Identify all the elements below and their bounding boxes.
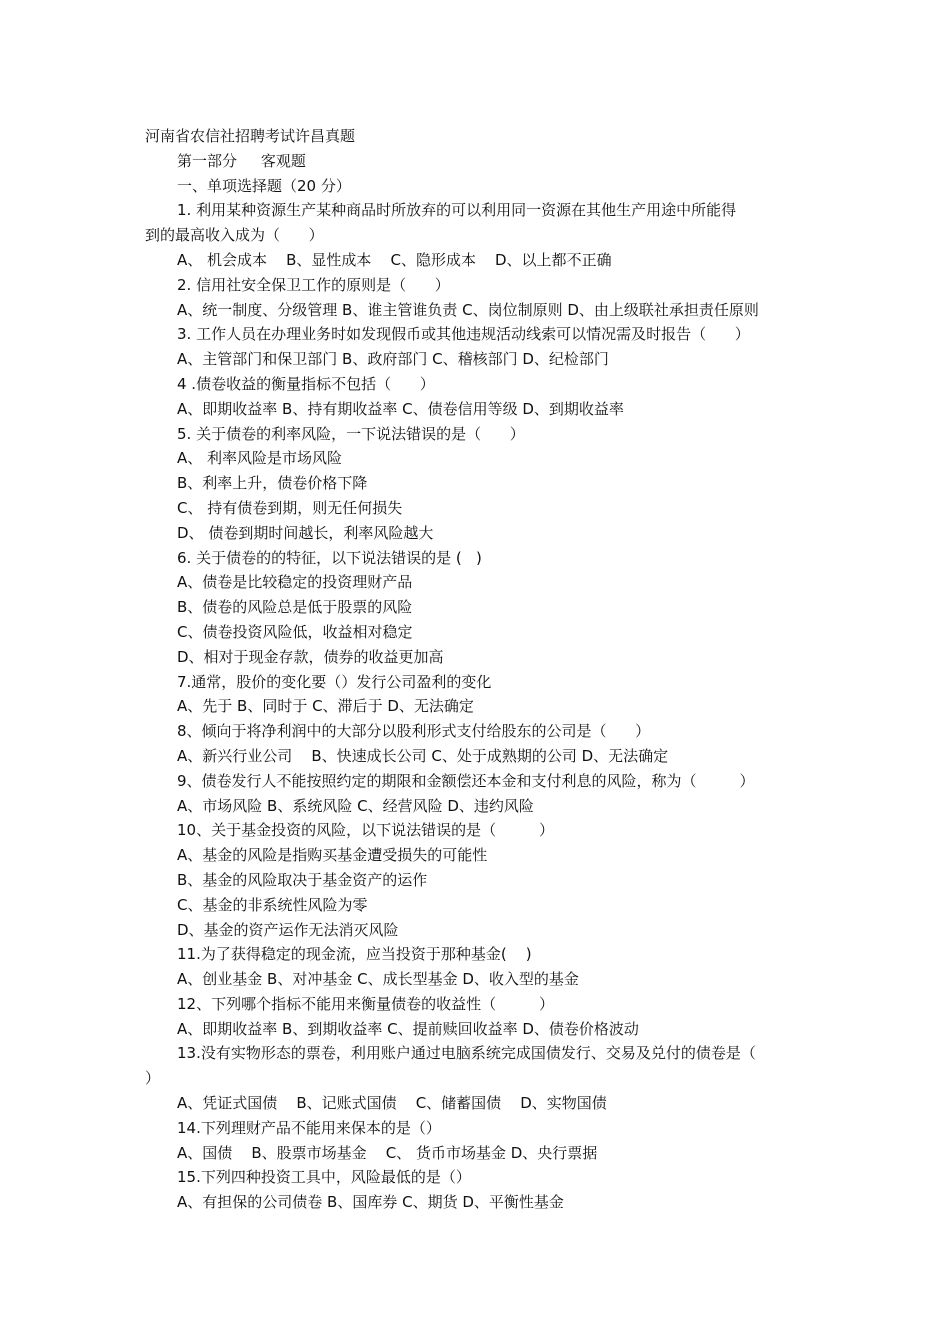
text-line: 5. 关于债卷的利率风险，一下说法错误的是（ ）: [177, 424, 525, 443]
text-line: 15.下列四种投资工具中，风险最低的是（）: [177, 1168, 471, 1187]
text-line: B、基金的风险取决于基金资产的运作: [177, 870, 428, 889]
text-line: 4 .债卷收益的衡量指标不包括（ ）: [177, 374, 435, 393]
text-line: A、即期收益率 B、持有期收益率 C、债卷信用等级 D、到期收益率: [177, 399, 624, 418]
text-line: 10、关于基金投资的风险，以下说法错误的是（ ）: [177, 821, 555, 840]
text-line: A、统一制度、分级管理 B、谁主管谁负责 C、岗位制原则 D、由上级联社承担责任原则: [177, 300, 759, 319]
document-body: [0, 124, 950, 1215]
text-line: 3. 工作人员在办理业务时如发现假币或其他违规活动线索可以情况需及时报告（ ）: [177, 325, 750, 344]
document-title: 河南省农信社招聘考试许昌真题: [145, 127, 356, 145]
text-line: 13.没有实物形态的票卷，利用账户通过电脑系统完成国债发行、交易及兑付的债卷是（: [177, 1044, 756, 1063]
text-line: A、基金的风险是指购买基金遭受损失的可能性: [177, 846, 488, 865]
text-line: 一、单项选择题（20 分）: [177, 176, 351, 195]
text-line: 2. 信用社安全保卫工作的原则是（ ）: [177, 275, 450, 294]
text-line: A、债卷是比较稳定的投资理财产品: [177, 573, 413, 592]
text-line: 12、下列哪个指标不能用来衡量债卷的收益性（ ）: [177, 994, 555, 1013]
text-line: 9、债卷发行人不能按照约定的期限和金额偿还本金和支付利息的风险，称为（ ）: [177, 771, 755, 790]
text-line: A、新兴行业公司 B、快速成长公司 C、处于成熟期的公司 D、无法确定: [177, 746, 669, 765]
text-line: 到的最高收入成为（ ）: [145, 226, 324, 245]
text-line: D、基金的资产运作无法消灭风险: [177, 920, 399, 939]
text-line: 第一部分 客观题: [177, 151, 306, 170]
text-line: 14.下列理财产品不能用来保本的是（）: [177, 1118, 441, 1137]
text-line: B、利率上升，债卷价格下降: [177, 474, 368, 493]
text-line: A、即期收益率 B、到期收益率 C、提前赎回收益率 D、债卷价格波动: [177, 1019, 639, 1038]
text-line: D、 债卷到期时间越长，利率风险越大: [177, 523, 434, 542]
text-line: A、主管部门和保卫部门 B、政府部门 C、稽核部门 D、纪检部门: [177, 350, 609, 369]
text-line: A、 机会成本 B、显性成本 C、隐形成本 D、以上都不正确: [177, 250, 612, 269]
text-line: C、基金的非系统性风险为零: [177, 895, 368, 914]
text-line: B、债卷的风险总是低于股票的风险: [177, 598, 413, 617]
text-line: D、相对于现金存款，债券的收益更加高: [177, 647, 444, 666]
text-line: 11.为了获得稳定的现金流，应当投资于那种基金( ): [177, 945, 532, 964]
text-line: A、国债 B、股票市场基金 C、 货币市场基金 D、央行票据: [177, 1143, 598, 1162]
text-line: A、创业基金 B、对冲基金 C、成长型基金 D、收入型的基金: [177, 970, 579, 989]
text-line: C、债卷投资风险低，收益相对稳定: [177, 622, 413, 641]
text-line: A、凭证式国债 B、记账式国债 C、储蓄国债 D、实物国债: [177, 1094, 607, 1113]
text-line: 1. 利用某种资源生产某种商品时所放弃的可以利用同一资源在其他生产用途中所能得: [177, 201, 737, 220]
text-line: 8、倾向于将净利润中的大部分以股利形式支付给股东的公司是（ ）: [177, 722, 651, 741]
text-line: A、市场风险 B、系统风险 C、经营风险 D、违约风险: [177, 796, 534, 815]
text-line: 7.通常，股价的变化要（）发行公司盈利的变化: [177, 672, 492, 691]
text-line: A、先于 B、同时于 C、滞后于 D、无法确定: [177, 697, 474, 716]
text-line: 6. 关于债卷的的特征，以下说法错误的是 ( ): [177, 548, 482, 567]
text-line: A、有担保的公司债卷 B、国库券 C、期货 D、平衡性基金: [177, 1193, 564, 1212]
text-line: ）: [145, 1069, 161, 1088]
text-line: C、 持有债卷到期，则无任何损失: [177, 498, 403, 517]
text-line: A、 利率风险是市场风险: [177, 449, 343, 468]
